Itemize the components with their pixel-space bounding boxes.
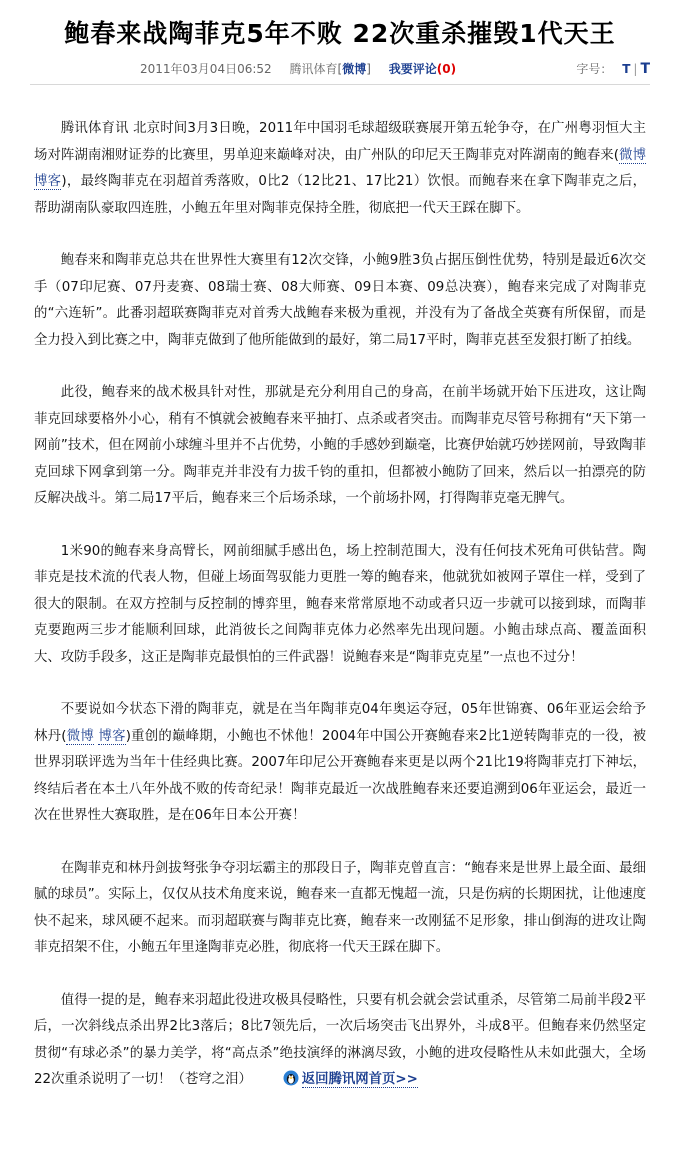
paragraph-text: )重创的巅峰期，小鲍也不怵他！2004年中国公开赛鲍春来2比1逆转陶菲克的一役，被世界羽联评选为当年十佳经典比赛。2007年印尼公开赛鲍春来更是以两个21比19将陶菲克打下神坛，终结后者在本土八年外战不败的传奇纪录！陶菲克最近一次战胜鲍春来还要追溯到06年亚运会，最近一次在世界性大赛取胜，是在06年日本公开赛！ <box>34 728 646 823</box>
blog-link[interactable]: 博客 <box>34 174 62 189</box>
paragraph <box>34 988 646 1094</box>
qq-penguin-icon <box>283 1070 299 1086</box>
paragraph <box>34 116 646 222</box>
weibo-link[interactable]: 微博 <box>619 147 646 163</box>
source-group: 腾讯体育[微博] <box>289 62 371 76</box>
article-meta-bar <box>0 58 680 78</box>
paragraph <box>34 697 646 830</box>
meta-divider <box>30 84 650 85</box>
paragraph: 鲍春来和陶菲克总共在世界性大赛里有12次交锋，小鲍9胜3负占据压倒性优势，特别是最近6次交手（07印尼赛、07丹麦赛、08瑞士赛、08大师赛、09日本赛、09总决赛），鲍春来完成了对陶菲克的“六连斩”。此番羽超联赛陶菲克对首秀大战鲍春来极为重视，并没有为了备战全英赛有所保留，而是全力投入到比赛之中，陶菲克做到了他所能做到的最好，第二局17平时，陶菲克甚至发狠打断了拍线。 <box>34 253 646 348</box>
weibo-link[interactable]: 微博 <box>66 728 94 744</box>
blog-link[interactable]: 博客 <box>98 728 126 744</box>
comment-link[interactable]: 我要评论 <box>388 62 437 76</box>
font-small-button[interactable]: T <box>622 62 631 76</box>
back-to-qq-home-link[interactable]: 返回腾讯网首页>> <box>301 1072 418 1087</box>
publish-datetime: 2011年03月04日06:52 <box>140 62 272 76</box>
source-weibo-link[interactable]: 微博 <box>342 62 367 76</box>
meta-left <box>140 60 470 77</box>
font-large-button[interactable]: T <box>640 61 650 77</box>
source-name: 腾讯体育 <box>289 62 338 76</box>
back-home-group <box>256 1067 418 1094</box>
font-size-controls: 字号： T | T <box>576 61 650 77</box>
paragraph-text: )，最终陶菲克在羽超首秀落败，0比2（12比21、17比21）饮恨。而鲍春来在拿下陶菲克之后，帮助湖南队豪取四连胜，小鲍五年里对陶菲克保持全胜，彻底把一代天王踩在脚下。 <box>34 174 647 216</box>
article-body <box>34 116 646 1094</box>
paragraph-text: 腾讯体育讯 北京时间3月3日晚，2011年中国羽毛球超级联赛展开第五轮争夺，在广州粤羽恒大主场对阵湖南湘财证券的比赛里，男单迎来巅峰对决，由广州队的印尼天王陶菲克对阵湖南的鲍春来( <box>34 121 646 163</box>
paragraph-text: 值得一提的是，鲍春来羽超此役进攻极具侵略性，只要有机会就会尝试重杀，尽管第二局前半段2平后，一次斜线点杀出界2比3落后；8比7领先后，一次后场突击飞出界外，斗成8平。但鲍春来仍然坚定贯彻“有球必杀”的暴力美学，将“高点杀”绝技演绎的淋漓尽致，小鲍的进攻侵略性从未如此强大，全场22次重杀说明了一切！（苍穹之泪） <box>34 992 646 1087</box>
comment-count: 0 <box>442 62 451 76</box>
paragraph: 在陶菲克和林丹剑拔弩张争夺羽坛霸主的那段日子，陶菲克曾直言：“鲍春来是世界上最全面、最细腻的球员”。实际上，仅仅从技术角度来说，鲍春来一直都无愧超一流，只是伤病的长期困扰，让他速度快不起来，球风硬不起来。而羽超联赛与陶菲克比赛，鲍春来一改刚猛不足形象，排山倒海的进攻让陶菲克招架不住，小鲍五年里逢陶菲克必胜，彻底将一代天王踩在脚下。 <box>34 860 646 955</box>
article-title: 鲍春来战陶菲克5年不败 22次重杀摧毁1代天王 <box>64 19 616 48</box>
paragraph: 1米90的鲍春来身高臂长，网前细腻手感出色，场上控制范围大，没有任何技术死角可供钻营。陶菲克是技术流的代表人物，但碰上场面驾驭能力更胜一筹的鲍春来，他就犹如被网子罩住一样，受到了很大的限制。在双方控制与反控制的博弈里，鲍春来常常原地不动或者只迈一步就可以接到球，而陶菲克要跑两三步才能顺利回球，此消彼长之间陶菲克体力必然率先出现问题。小鲍击球点高、覆盖面积大、攻防手段多，这正是陶菲克最惧怕的三件武器！说鲍春来是“陶菲克克星”一点也不过分！ <box>34 543 646 665</box>
paragraph-text: 不要说如今状态下滑的陶菲克，就是在当年陶菲克04年奥运夺冠，05年世锦赛、06年亚运会给予林丹( <box>34 702 646 744</box>
font-size-label: 字号： <box>576 62 613 76</box>
comment-group: 我要评论(0) <box>388 62 457 76</box>
paragraph: 此役，鲍春来的战术极具针对性，那就是充分利用自己的身高，在前半场就开始下压进攻，这让陶菲克回球要格外小心，稍有不慎就会被鲍春来平抽打、点杀或者突击。而陶菲克尽管号称拥有“天下第一网前”技术，但在网前小球缠斗里并不占优势，小鲍的手感妙到巅毫，比赛伊始就巧妙搓网前，导致陶菲克回球下网拿到第一分。陶菲克并非没有力拔千钧的重扣，但都被小鲍防了回来，然后以一拍漂亮的防反解决战斗。第二局17平后，鲍春来三个后场杀球，一个前场扑网，打得陶菲克毫无脾气。 <box>34 385 646 506</box>
